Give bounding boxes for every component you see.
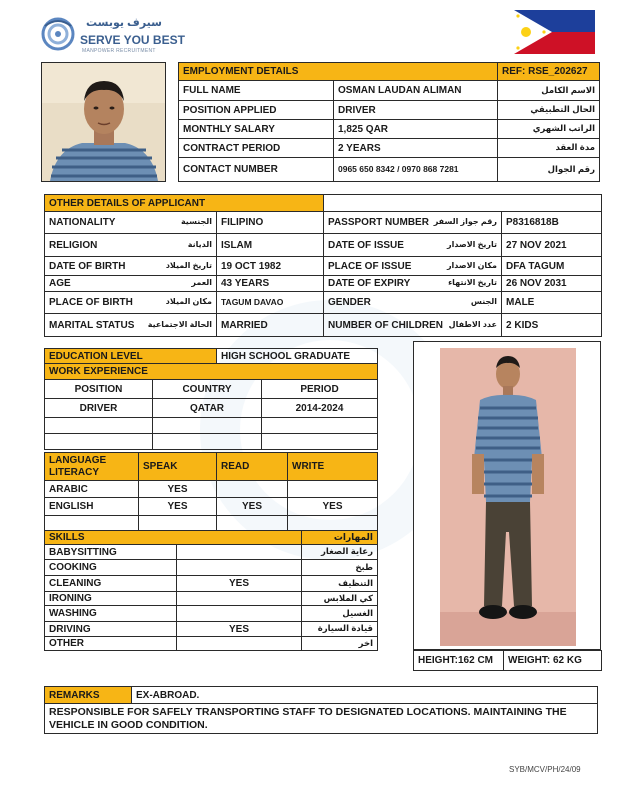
language-column-write: WRITE xyxy=(288,453,378,481)
language-column-read: READ xyxy=(217,453,288,481)
table-row xyxy=(45,560,378,576)
education-work-table xyxy=(44,348,378,450)
full-name-label-arabic: الاسم الكامل xyxy=(498,81,600,101)
position-applied-label: POSITION APPLIED xyxy=(179,101,334,120)
document-code: SYB/MCV/PH/24/09 xyxy=(509,765,581,774)
number-of-children-label: NUMBER OF CHILDREN xyxy=(328,319,444,331)
marital-status-value: MARRIED xyxy=(217,314,324,337)
date-of-issue-label: DATE OF ISSUE xyxy=(328,239,404,251)
work-column-position: POSITION xyxy=(45,380,153,399)
language-speak: YES xyxy=(139,481,217,498)
date-of-expiry-label: DATE OF EXPIRY xyxy=(328,278,411,289)
language-name: ARABIC xyxy=(45,481,139,498)
contact-number-label-arabic: رقم الجوال xyxy=(498,158,600,182)
work-period-cell xyxy=(262,434,378,450)
place-of-birth-label-arabic: مكان الميلاد xyxy=(165,297,212,307)
skill-name-arabic: قيادة السيارة xyxy=(302,622,378,637)
language-literacy-header: LANGUAGE LITERACY xyxy=(45,453,139,481)
monthly-salary-label-arabic: الراتب الشهري xyxy=(498,120,600,139)
table-row xyxy=(45,606,378,622)
skills-header: SKILLS xyxy=(45,531,302,545)
skill-value: YES xyxy=(177,622,302,637)
work-position-cell: DRIVER xyxy=(45,399,153,418)
full-name-value: OSMAN LAUDAN ALIMAN xyxy=(334,81,498,101)
passport-number-value: P8316818B xyxy=(502,212,602,234)
nationality-label-arabic: الجنسية xyxy=(180,217,212,227)
religion-value: ISLAM xyxy=(217,234,324,257)
detail-row xyxy=(45,292,602,314)
detail-row xyxy=(45,257,602,276)
skill-name: DRIVING xyxy=(45,622,177,637)
age-label-arabic: العمر xyxy=(191,278,212,288)
skills-header-arabic: المهارات xyxy=(302,531,378,545)
contract-period-value: 2 YEARS xyxy=(334,139,498,158)
date-of-birth-value: 19 OCT 1982 xyxy=(217,257,324,276)
language-write: YES xyxy=(288,498,378,516)
detail-row xyxy=(45,234,602,257)
work-column-period: PERIOD xyxy=(262,380,378,399)
work-column-country: COUNTRY xyxy=(153,380,262,399)
body-measurements-table xyxy=(413,650,602,671)
table-row xyxy=(45,592,378,606)
position-applied-value: DRIVER xyxy=(334,101,498,120)
other-details-header-blank xyxy=(324,195,602,212)
skill-name-arabic: اخر xyxy=(302,637,378,651)
work-experience-header: WORK EXPERIENCE xyxy=(45,364,378,380)
remarks-description: RESPONSIBLE FOR SAFELY TRANSPORTING STAFF TO DESIGNATED LOCATIONS. MAINTAINING THE VEHICLE IN GOOD CONDITION. xyxy=(45,704,598,734)
passport-number-label: PASSPORT NUMBER xyxy=(328,217,429,228)
work-country-cell xyxy=(153,434,262,450)
contract-period-label: CONTRACT PERIOD xyxy=(179,139,334,158)
work-country-cell: QATAR xyxy=(153,399,262,418)
date-of-issue-label-arabic: تاريخ الاصدار xyxy=(447,239,498,249)
education-level-value: HIGH SCHOOL GRADUATE xyxy=(217,349,378,364)
gender-label-arabic: الجنس xyxy=(470,297,498,307)
height-value: HEIGHT:162 CM xyxy=(414,651,504,671)
employment-details-header: EMPLOYMENT DETAILS xyxy=(179,63,498,81)
remarks-label: REMARKS xyxy=(45,687,132,704)
skill-value xyxy=(177,637,302,651)
contact-number-value: 0965 650 8342 / 0970 868 7281 xyxy=(334,158,498,182)
skill-name-arabic: التنظيف xyxy=(302,576,378,592)
table-row xyxy=(45,418,378,434)
table-row xyxy=(45,637,378,651)
place-of-birth-value: TAGUM DAVAO xyxy=(217,292,324,314)
company-logo xyxy=(40,12,185,60)
language-speak: YES xyxy=(139,498,217,516)
language-write xyxy=(288,481,378,498)
full-name-label: FULL NAME xyxy=(179,81,334,101)
language-literacy-table xyxy=(44,452,378,533)
skill-name-arabic: رعاية الصغار xyxy=(302,545,378,560)
work-position-cell xyxy=(45,434,153,450)
place-of-issue-label-arabic: مكان الاصدار xyxy=(446,260,498,270)
applicant-portrait-photo xyxy=(41,62,166,182)
place-of-issue-label: PLACE OF ISSUE xyxy=(328,260,412,272)
nationality-value: FILIPINO xyxy=(217,212,324,234)
weight-value: WEIGHT: 62 KG xyxy=(504,651,602,671)
skill-name: IRONING xyxy=(45,592,177,606)
logo-mark-icon xyxy=(40,14,76,54)
date-of-issue-value: 27 NOV 2021 xyxy=(502,234,602,257)
gender-label: GENDER xyxy=(328,297,371,308)
nationality-label: NATIONALITY xyxy=(49,217,116,228)
skill-value: YES xyxy=(177,576,302,592)
skill-name: CLEANING xyxy=(45,576,177,592)
remarks-table xyxy=(44,686,598,734)
other-details-header: OTHER DETAILS OF APPLICANT xyxy=(45,195,324,212)
date-of-birth-label: DATE OF BIRTH xyxy=(49,260,126,272)
language-column-speak: SPEAK xyxy=(139,453,217,481)
date-of-birth-label-arabic: تاريخ الميلاد xyxy=(165,260,212,270)
contract-period-label-arabic: مدة العقد xyxy=(498,139,600,158)
skill-name: OTHER xyxy=(45,637,177,651)
detail-row xyxy=(45,314,602,337)
place-of-issue-value: DFA TAGUM xyxy=(502,257,602,276)
skill-name: WASHING xyxy=(45,606,177,622)
other-details-table xyxy=(44,194,602,337)
work-period-cell xyxy=(262,418,378,434)
remarks-value: EX-ABROAD. xyxy=(132,687,598,704)
table-row xyxy=(45,434,378,450)
logo-english-text: SERVE YOU BEST xyxy=(80,33,185,47)
religion-label-arabic: الديانة xyxy=(187,239,212,249)
philippines-flag-icon xyxy=(514,10,595,54)
marital-status-label-arabic: الحالة الاجتماعية xyxy=(147,319,212,329)
passport-number-label-arabic: رقم جواز السفر xyxy=(433,217,498,227)
language-name: ENGLISH xyxy=(45,498,139,516)
work-period-cell: 2014-2024 xyxy=(262,399,378,418)
religion-label: RELIGION xyxy=(49,239,98,251)
table-row xyxy=(45,498,378,516)
position-applied-label-arabic: الحال التطبيقي xyxy=(498,101,600,120)
language-read: YES xyxy=(217,498,288,516)
detail-row xyxy=(45,276,602,292)
age-label: AGE xyxy=(49,278,71,289)
skill-value xyxy=(177,592,302,606)
place-of-birth-label: PLACE OF BIRTH xyxy=(49,297,133,308)
gender-value: MALE xyxy=(502,292,602,314)
detail-row xyxy=(45,212,602,234)
skill-name-arabic: الغسيل xyxy=(302,606,378,622)
date-of-expiry-value: 26 NOV 2031 xyxy=(502,276,602,292)
skill-value xyxy=(177,560,302,576)
monthly-salary-value: 1,825 QAR xyxy=(334,120,498,139)
skill-name-arabic: طبخ xyxy=(302,560,378,576)
table-row xyxy=(45,399,378,418)
applicant-full-body-photo xyxy=(413,341,601,650)
table-row xyxy=(45,622,378,637)
skill-value xyxy=(177,606,302,622)
contact-number-label: CONTACT NUMBER xyxy=(179,158,334,182)
language-read xyxy=(217,481,288,498)
skills-table xyxy=(44,530,378,651)
skill-name: COOKING xyxy=(45,560,177,576)
employment-details-table xyxy=(178,62,600,182)
date-of-expiry-label-arabic: تاريخ الانتهاء xyxy=(448,278,498,288)
logo-arabic-text: سيرف يوبست xyxy=(86,17,162,29)
age-value: 43 YEARS xyxy=(217,276,324,292)
table-row xyxy=(45,576,378,592)
work-country-cell xyxy=(153,418,262,434)
work-position-cell xyxy=(45,418,153,434)
number-of-children-value: 2 KIDS xyxy=(502,314,602,337)
monthly-salary-label: MONTHLY SALARY xyxy=(179,120,334,139)
table-row xyxy=(45,481,378,498)
reference-number: REF: RSE_202627 xyxy=(498,63,600,81)
marital-status-label: MARITAL STATUS xyxy=(49,319,135,331)
number-of-children-label-arabic: عدد الاطفال xyxy=(448,319,498,329)
skill-value xyxy=(177,545,302,560)
skill-name: BABYSITTING xyxy=(45,545,177,560)
education-level-label: EDUCATION LEVEL xyxy=(45,349,217,364)
table-row xyxy=(45,545,378,560)
skill-name-arabic: كي الملابس xyxy=(302,592,378,606)
logo-subtitle: MANPOWER RECRUITMENT xyxy=(82,48,156,54)
